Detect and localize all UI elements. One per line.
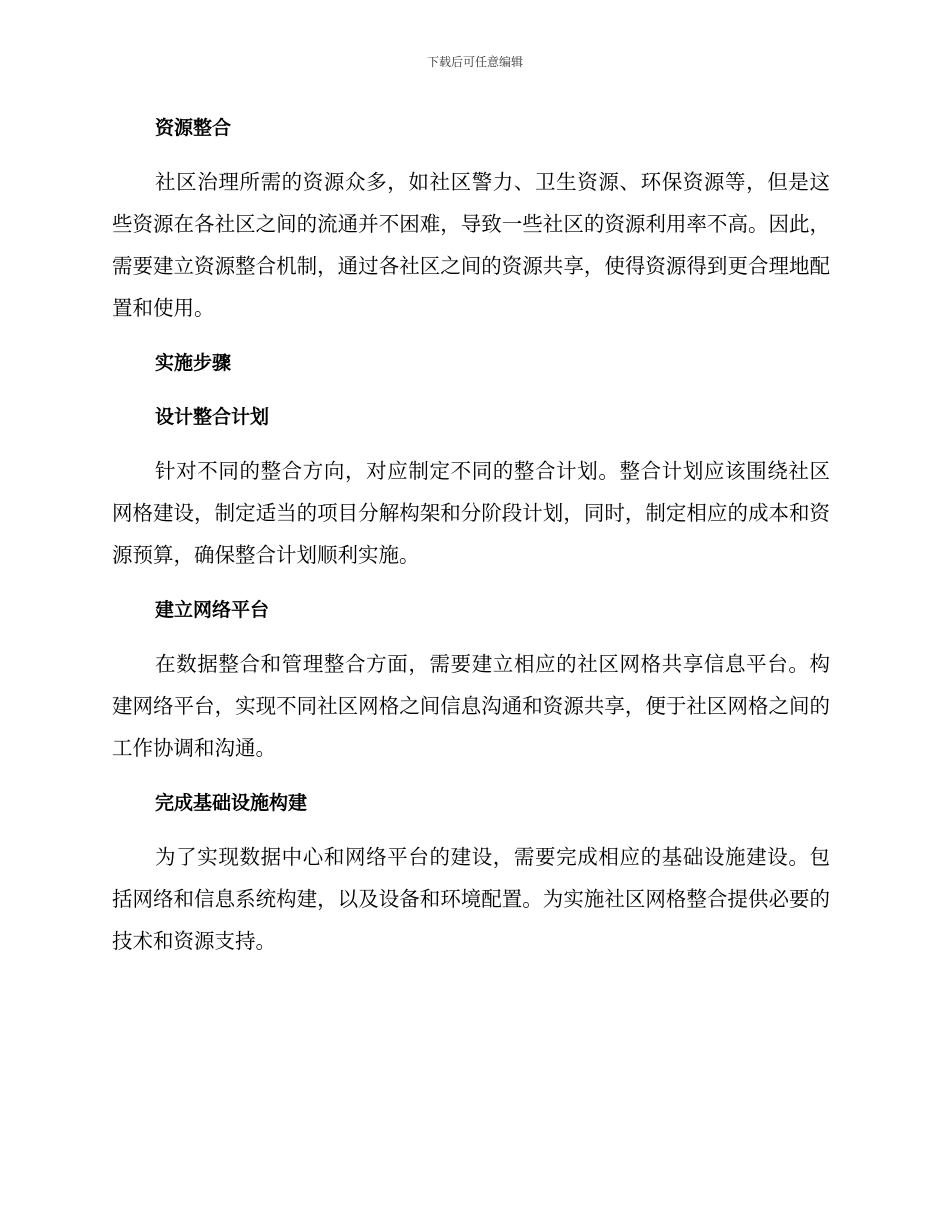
section-heading-network-platform: 建立网络平台: [155, 599, 270, 621]
document-body: [112, 107, 830, 962]
section-heading-infrastructure: 完成基础设施构建: [155, 792, 308, 814]
section-heading-implementation-steps: 实施步骤: [155, 352, 232, 374]
section-heading-resource-integration: 资源整合: [155, 117, 232, 139]
section-paragraph-infrastructure: 为了实现数据中心和网络平台的建设，需要完成相应的基础设施建设。包括网络和信息系统构建，以及设备和环境配置。为实施社区网格整合提供必要的技术和资源支持。: [112, 845, 830, 953]
section-heading-design-plan: 设计整合计划: [155, 406, 270, 428]
section-paragraph-resource-integration: 社区治理所需的资源众多，如社区警力、卫生资源、环保资源等，但是这些资源在各社区之间的流通并不困难，导致一些社区的资源利用率不高。因此，需要建立资源整合机制，通过各社区之间的资源共享，使得资源得到更合理地配置和使用。: [112, 170, 830, 320]
section-paragraph-design-plan: 针对不同的整合方向，对应制定不同的整合计划。整合计划应该围绕社区网格建设，制定适当的项目分解构架和分阶段计划，同时，制定相应的成本和资源预算，确保整合计划顺利实施。: [112, 459, 830, 567]
section-paragraph-network-platform: 在数据整合和管理整合方面，需要建立相应的社区网格共享信息平台。构建网络平台，实现不同社区网格之间信息沟通和资源共享，便于社区网格之间的工作协调和沟通。: [112, 652, 830, 760]
page-header: 下载后可任意编辑: [426, 55, 523, 69]
